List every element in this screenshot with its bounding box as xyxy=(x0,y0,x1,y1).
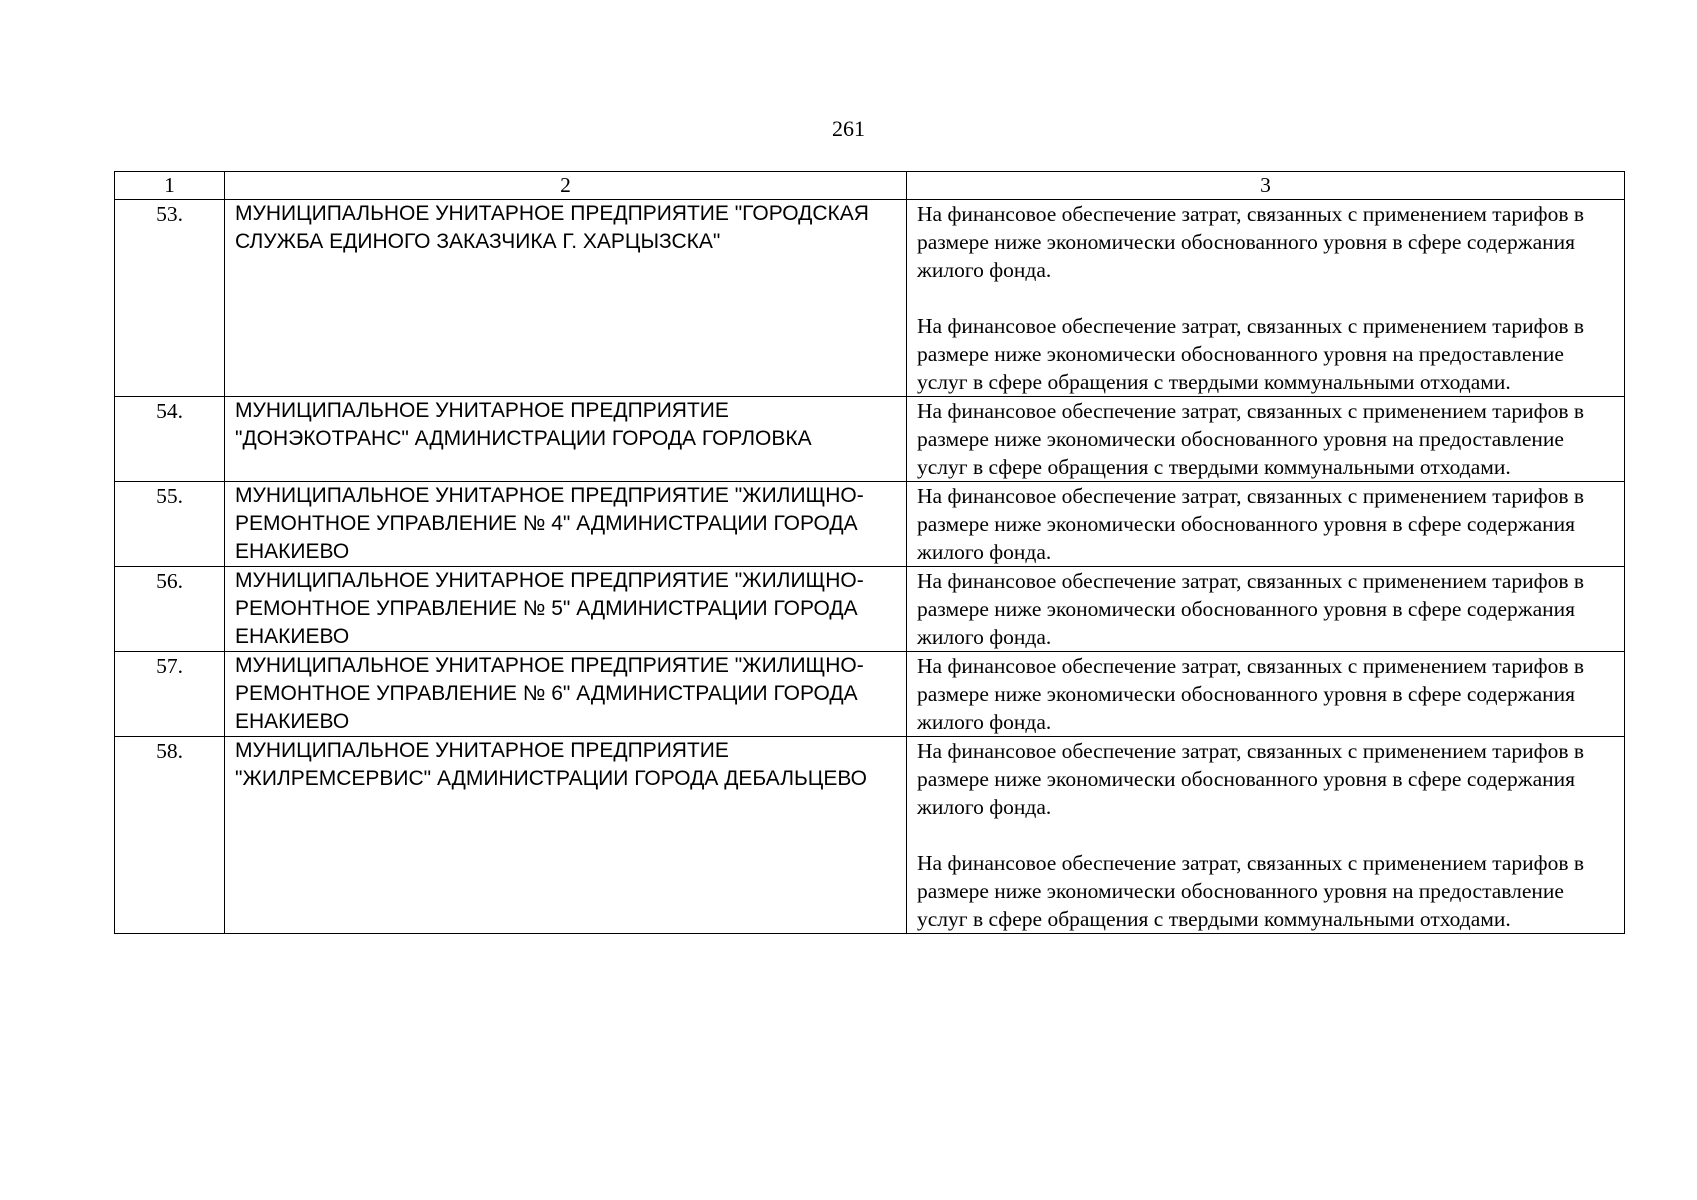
purpose-text: На финансовое обеспечение затрат, связанных с применением тарифов в размере ниже экономически обоснованного уровня на предоставление услуг в сфере обращения с твердыми коммунальными отходами. xyxy=(917,851,1585,931)
row-number: 58. xyxy=(115,737,225,934)
purpose-cell xyxy=(907,652,1625,737)
column-header-3: 3 xyxy=(907,172,1625,200)
organization-name: МУНИЦИПАЛЬНОЕ УНИТАРНОЕ ПРЕДПРИЯТИЕ "ЖИЛИЩНО-РЕМОНТНОЕ УПРАВЛЕНИЕ № 5" АДМИНИСТРАЦИИ ГОРОДА ЕНАКИЕВО xyxy=(225,567,907,652)
row-number: 54. xyxy=(115,397,225,482)
header-row xyxy=(115,172,1625,200)
row-number: 56. xyxy=(115,567,225,652)
purpose-text: На финансовое обеспечение затрат, связанных с применением тарифов в размере ниже экономически обоснованного уровня в сфере содержания жилого фонда. xyxy=(917,739,1585,819)
purpose-text: На финансовое обеспечение затрат, связанных с применением тарифов в размере ниже экономически обоснованного уровня в сфере содержания жилого фонда. xyxy=(917,202,1585,282)
table-row xyxy=(115,200,1625,397)
column-header-1: 1 xyxy=(115,172,225,200)
table-row xyxy=(115,482,1625,567)
purpose-text: На финансовое обеспечение затрат, связанных с применением тарифов в размере ниже экономически обоснованного уровня в сфере содержания жилого фонда. xyxy=(917,654,1585,734)
organization-name: МУНИЦИПАЛЬНОЕ УНИТАРНОЕ ПРЕДПРИЯТИЕ "ГОРОДСКАЯ СЛУЖБА ЕДИНОГО ЗАКАЗЧИКА Г. ХАРЦЫЗСКА" xyxy=(225,200,907,397)
purpose-cell xyxy=(907,567,1625,652)
subsidy-table xyxy=(114,171,1625,934)
purpose-text: На финансовое обеспечение затрат, связанных с применением тарифов в размере ниже экономически обоснованного уровня на предоставление услуг в сфере обращения с твердыми коммунальными отходами. xyxy=(917,314,1585,394)
purpose-text: На финансовое обеспечение затрат, связанных с применением тарифов в размере ниже экономически обоснованного уровня в сфере содержания жилого фонда. xyxy=(917,484,1585,564)
page-number: 261 xyxy=(832,116,865,141)
organization-name: МУНИЦИПАЛЬНОЕ УНИТАРНОЕ ПРЕДПРИЯТИЕ "ЖИЛРЕМСЕРВИС" АДМИНИСТРАЦИИ ГОРОДА ДЕБАЛЬЦЕВО xyxy=(225,737,907,934)
purpose-cell xyxy=(907,737,1625,934)
purpose-cell xyxy=(907,397,1625,482)
organization-name: МУНИЦИПАЛЬНОЕ УНИТАРНОЕ ПРЕДПРИЯТИЕ "ЖИЛИЩНО-РЕМОНТНОЕ УПРАВЛЕНИЕ № 6" АДМИНИСТРАЦИИ ГОРОДА ЕНАКИЕВО xyxy=(225,652,907,737)
table-row xyxy=(115,567,1625,652)
row-number: 55. xyxy=(115,482,225,567)
organization-name: МУНИЦИПАЛЬНОЕ УНИТАРНОЕ ПРЕДПРИЯТИЕ "ЖИЛИЩНО-РЕМОНТНОЕ УПРАВЛЕНИЕ № 4" АДМИНИСТРАЦИИ ГОРОДА ЕНАКИЕВО xyxy=(225,482,907,567)
row-number: 53. xyxy=(115,200,225,397)
purpose-text: На финансовое обеспечение затрат, связанных с применением тарифов в размере ниже экономически обоснованного уровня в сфере содержания жилого фонда. xyxy=(917,569,1585,649)
row-number: 57. xyxy=(115,652,225,737)
table-row xyxy=(115,397,1625,482)
organization-name: МУНИЦИПАЛЬНОЕ УНИТАРНОЕ ПРЕДПРИЯТИЕ "ДОНЭКОТРАНС" АДМИНИСТРАЦИИ ГОРОДА ГОРЛОВКА xyxy=(225,397,907,482)
table-row xyxy=(115,652,1625,737)
table-row xyxy=(115,737,1625,934)
column-header-2: 2 xyxy=(225,172,907,200)
purpose-cell xyxy=(907,482,1625,567)
purpose-cell xyxy=(907,200,1625,397)
purpose-text: На финансовое обеспечение затрат, связанных с применением тарифов в размере ниже экономически обоснованного уровня на предоставление услуг в сфере обращения с твердыми коммунальными отходами. xyxy=(917,399,1585,479)
